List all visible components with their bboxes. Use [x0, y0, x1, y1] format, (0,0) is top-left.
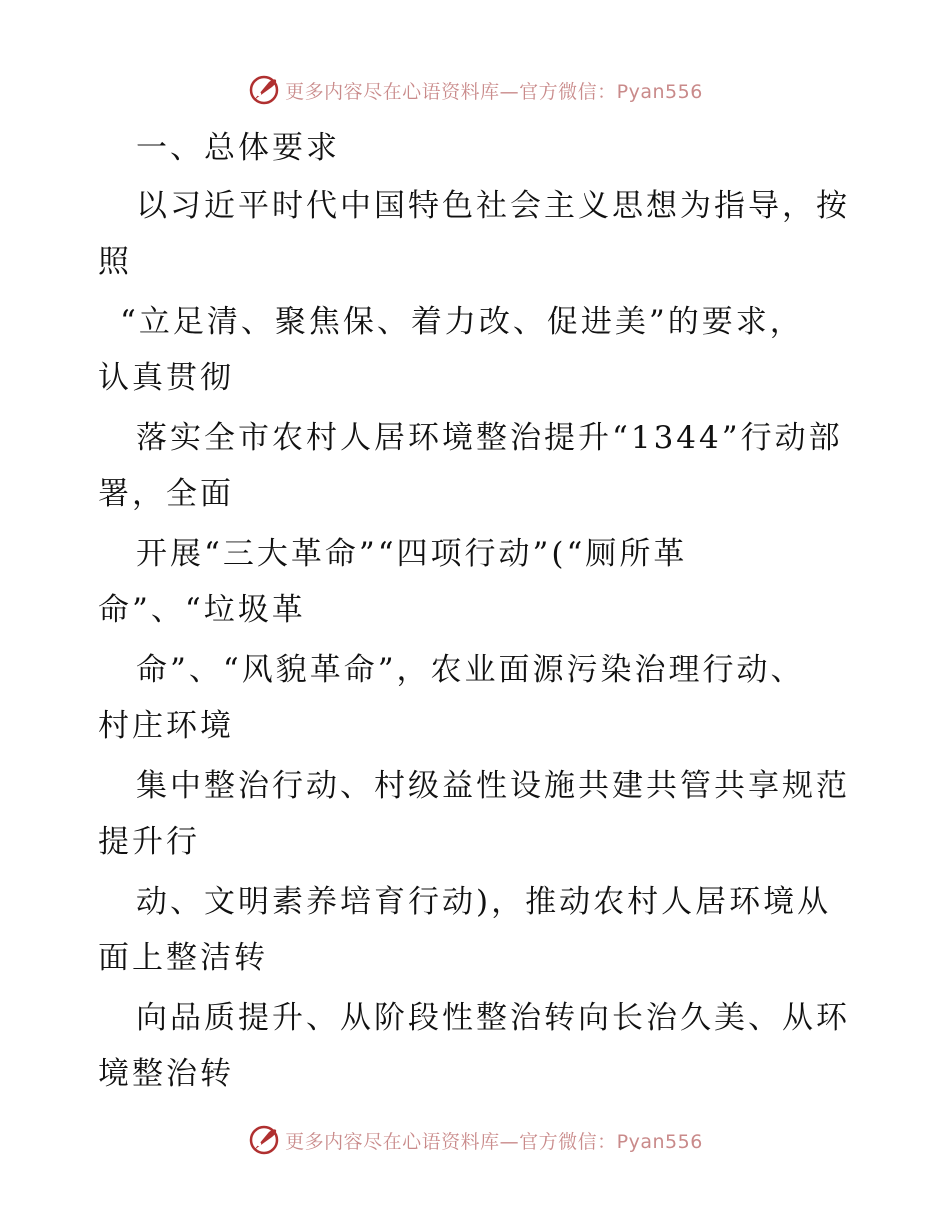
header-banner [0, 72, 950, 108]
header-banner-text: 更多内容尽在心语资料库—官方微信：Pyan556 [285, 80, 703, 103]
quill-logo-icon [247, 1123, 281, 1157]
paragraph-line: 动、文明素养培育行动)，推动农村人居环境从 [136, 884, 832, 920]
paragraph-line: 村庄环境 [98, 708, 234, 744]
paragraph-line: 署，全面 [98, 476, 234, 512]
paragraph-line: 照 [98, 244, 132, 280]
paragraph-line: 命”、“垃圾革 [98, 592, 306, 628]
quill-logo-icon [247, 73, 281, 107]
footer-banner [0, 1122, 950, 1158]
paragraph-line: 境整治转 [98, 1056, 234, 1092]
paragraph-line: “立足清、聚焦保、着力改、促进美”的要求， [120, 304, 804, 340]
footer-banner-text: 更多内容尽在心语资料库—官方微信：Pyan556 [285, 1130, 703, 1153]
paragraph-line: 落实全市农村人居环境整治提升“1344”行动部 [136, 420, 843, 456]
paragraph-line: 面上整洁转 [98, 940, 268, 976]
paragraph-line: 认真贯彻 [98, 360, 234, 396]
section-heading: 一、总体要求 [136, 130, 340, 166]
paragraph-line: 向品质提升、从阶段性整治转向长治久美、从环 [136, 1000, 850, 1036]
paragraph-line: 集中整治行动、村级益性设施共建共管共享规范 [136, 768, 850, 804]
paragraph-line: 以习近平时代中国特色社会主义思想为指导，按 [136, 188, 850, 224]
paragraph-line: 命”、“风貌革命”，农业面源污染治理行动、 [136, 652, 805, 688]
paragraph-line: 提升行 [98, 824, 200, 860]
paragraph-line: 开展“三大革命”“四项行动”(“厕所革 [136, 536, 688, 572]
